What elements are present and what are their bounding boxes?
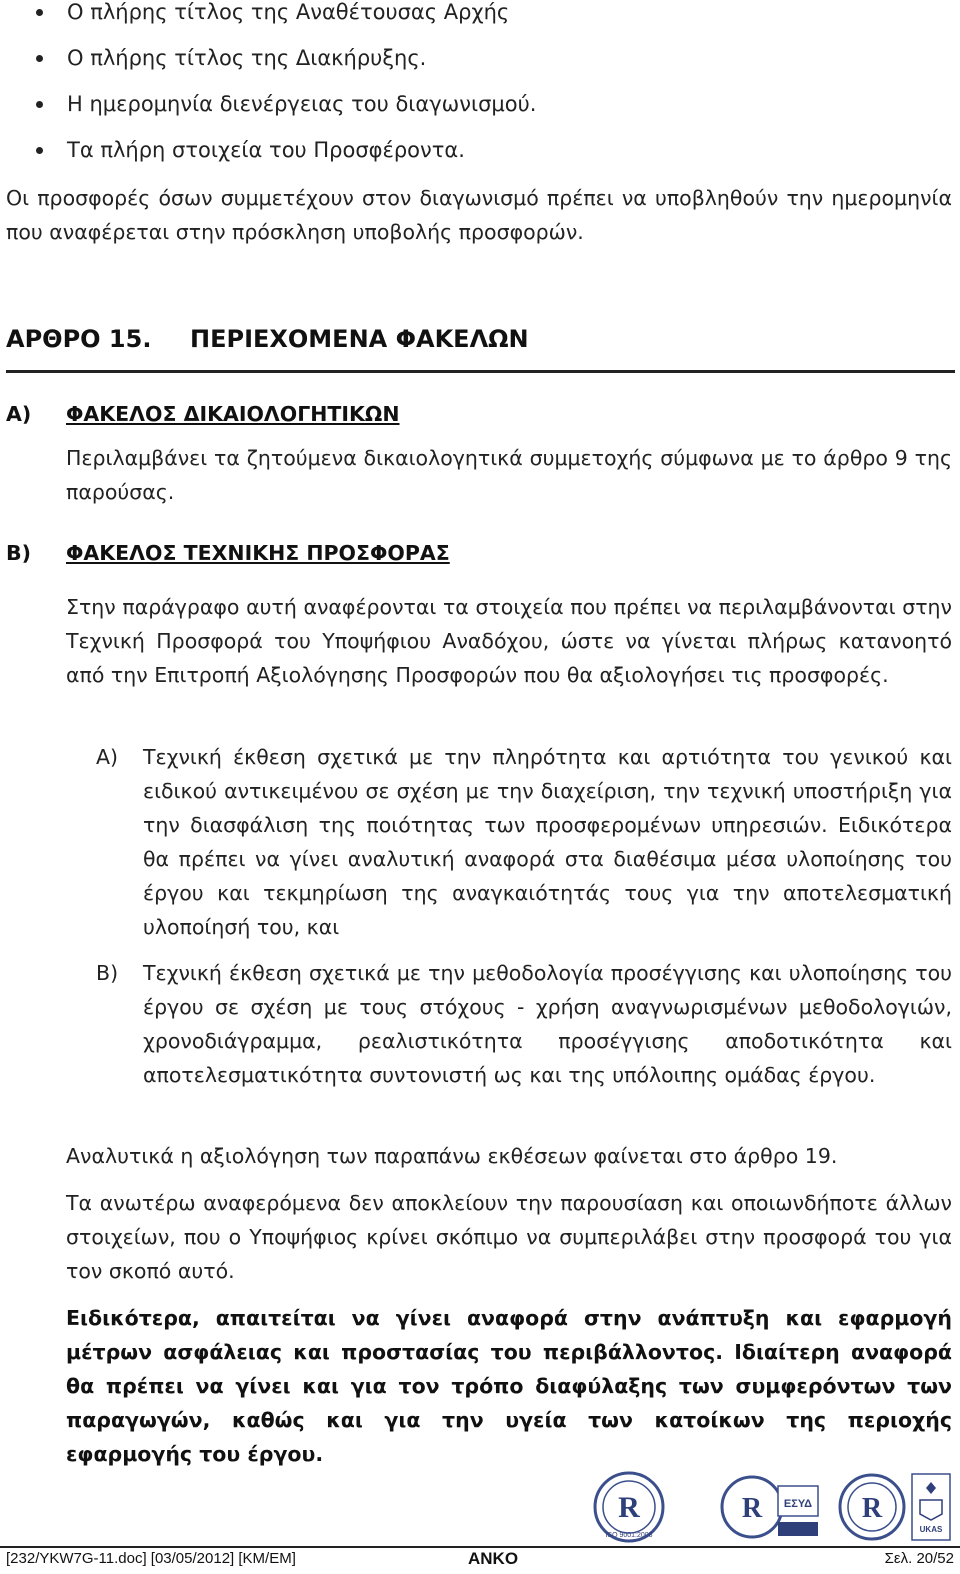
section-a-title: ΦΑΚΕΛΟΣ ΔΙΚΑΙΟΛΟΓΗΤΙΚΩΝ [66, 402, 400, 426]
bullet-item: Η ημερομηνία διενέργειας του διαγωνισμού. [0, 87, 560, 133]
iso-certification-seal-icon [588, 1470, 670, 1544]
bullet-dot-icon [36, 147, 43, 154]
note-paragraph: Τα ανωτέρω αναφερόμενα δεν αποκλείουν την παρουσίαση και οποιωνδήποτε άλλων στοιχείων, που ο Υποψήφιος κρίνει σκόπιμο να συμπεριλάβει στην προσφορά του για τον σκοπό αυτό. [66, 1191, 952, 1283]
svg-text:UKAS: UKAS [919, 1525, 943, 1534]
bullet-item: Ο πλήρης τίτλος της Διακήρυξης. [0, 41, 560, 87]
svg-text:R: R [741, 1493, 763, 1524]
article-title: ΠΕΡΙΕΧΟΜΕΝΑ ΦΑΚΕΛΩΝ [190, 325, 529, 353]
footer-company: ANKO [468, 1549, 519, 1568]
section-a-letter: Α) [6, 402, 32, 426]
subitem-b-text: Τεχνική έκθεση σχετικά με την μεθοδολογία προσέγγισης και υλοποίησης του έργου σε σχέση με τους στόχους - χρήση αναγνωρισμένων μεθοδολογιών, χρονοδιάγραμμα, ρεαλιστικότητα προσέγγισης αποδοτικότητα και αποτελεσματικότητα συντονιστή ως και της υπόλοιπης ομάδας έργου. [143, 961, 952, 1087]
esyd-accreditation-seal-icon [720, 1470, 820, 1544]
section-a-text: Περιλαμβάνει τα ζητούμενα δικαιολογητικά συμμετοχής σύμφωνα με το άρθρο 9 της παρούσας. [66, 446, 952, 504]
bullet-item: Τα πλήρη στοιχεία του Προσφέροντα. [0, 133, 560, 179]
svg-text:ISO 9001:2008: ISO 9001:2008 [605, 1532, 653, 1539]
heading-divider [6, 370, 955, 373]
subitem-b-letter: Β) [96, 961, 119, 985]
intro-paragraph: Οι προσφορές όσων συμμετέχουν στον διαγωνισμό πρέπει να υποβληθούν την ημερομηνία που αναφέρεται στην πρόσκληση υποβολής προσφορών. [6, 186, 952, 244]
bullet-dot-icon [36, 101, 43, 108]
emphasis-paragraph: Ειδικότερα, απαιτείται να γίνει αναφορά στην ανάπτυξη και εφαρμογή μέτρων ασφάλειας και προστασίας του περιβάλλοντος. Ιδιαίτερη αναφορά θα πρέπει να γίνει και για τον τρόπο διαφύλαξης των συμφερόντων των παραγωγών, καθώς και για την υγεία των κατοίκων της περιοχής εφαρμογής του έργου. [66, 1306, 952, 1466]
bullet-dot-icon [36, 55, 43, 62]
section-b-title: ΦΑΚΕΛΟΣ ΤΕΧΝΙΚΗΣ ΠΡΟΣΦΟΡΑΣ [66, 541, 450, 565]
ukas-certification-seal-icon [838, 1470, 954, 1544]
svg-text:R: R [618, 1491, 640, 1524]
footer-document-ref: [232/YKW7G-11.doc] [03/05/2012] [KM/EM] [6, 1550, 296, 1567]
svg-text:R: R [861, 1493, 883, 1524]
article-heading [6, 321, 529, 357]
section-b-text: Στην παράγραφο αυτή αναφέρονται τα στοιχεία που πρέπει να περιλαμβάνονται στην Τεχνική Προσφορά του Υποψήφιου Αναδόχου, ώστε να γίνεται πλήρως κατανοητό από την Επιτροπή Αξιολόγησης Προσφορών που θα αξιολογήσει τις προσφορές. [66, 595, 952, 687]
bullet-list [0, 0, 560, 179]
certification-logos [588, 1470, 956, 1546]
bullet-item: Ο πλήρης τίτλος της Αναθέτουσας Αρχής [0, 0, 560, 41]
section-b-letter: Β) [6, 541, 31, 565]
bullet-dot-icon [36, 9, 43, 16]
svg-text:ΕΣΥΔ: ΕΣΥΔ [783, 1498, 813, 1510]
evaluation-paragraph: Αναλυτικά η αξιολόγηση των παραπάνω εκθέσεων φαίνεται στο άρθρο 19. [66, 1144, 838, 1168]
footer-page-number: Σελ. 20/52 [884, 1550, 954, 1567]
subitem-a-text: Τεχνική έκθεση σχετικά με την πληρότητα και αρτιότητα του γενικού και ειδικού αντικειμένου σε σχέση με την διαχείριση, την τεχνική υποστήριξη για την διασφάλιση της ποιότητας των προσφερομένων υπηρεσιών. Ειδικότερα θα πρέπει να γίνει αναλυτική αναφορά στα διαθέσιμα μέσα υλοποίησης του έργου και τεκμηρίωση της αναγκαιότητάς τους για την αποτελεσματική υλοποίησή του, και [143, 745, 952, 939]
subitem-a-letter: Α) [96, 745, 119, 769]
article-number: ΑΡΘΡΟ 15. [6, 325, 152, 353]
footer-divider [0, 1546, 960, 1548]
